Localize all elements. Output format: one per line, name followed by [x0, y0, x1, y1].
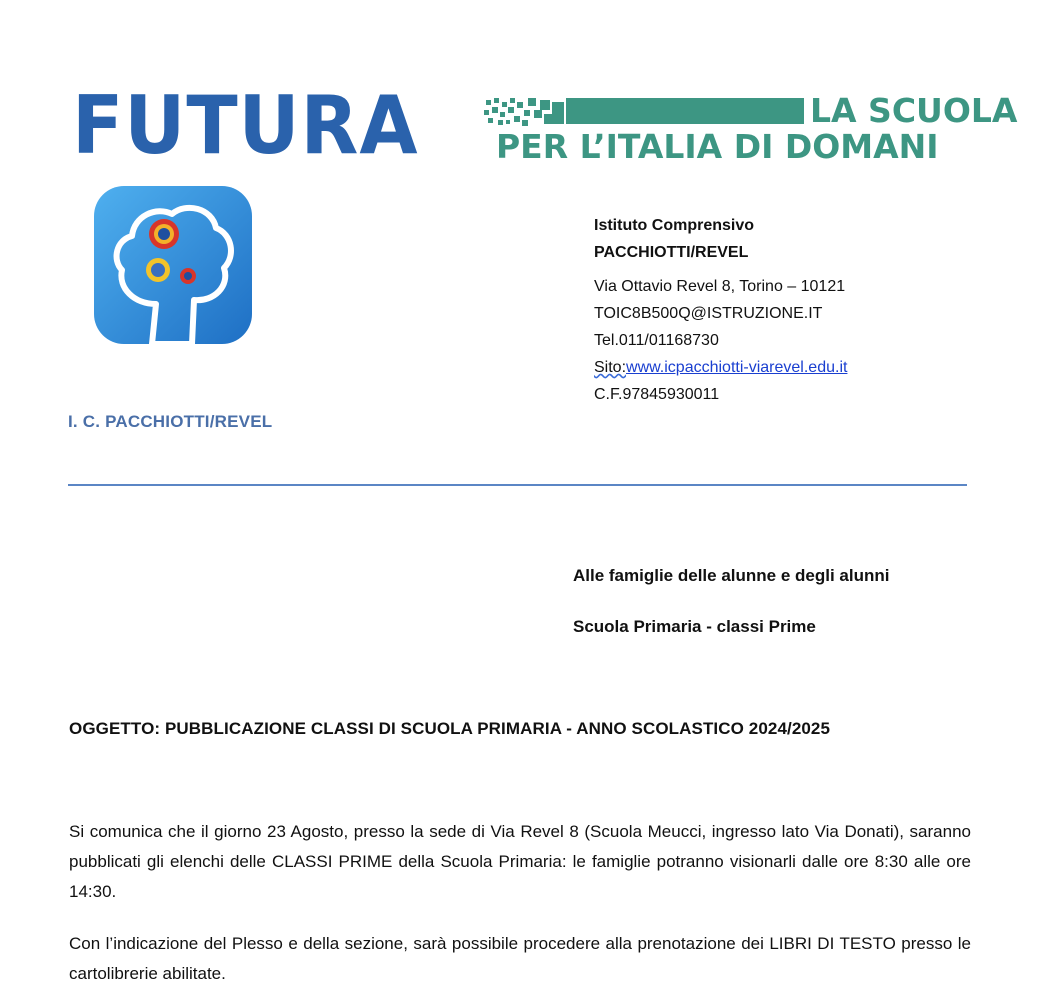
phone: Tel.011/01168730: [594, 332, 719, 349]
contact-block: [594, 212, 847, 408]
tagline-line2: PER L’ITALIA DI DOMANI: [496, 127, 939, 166]
institute-name: PACCHIOTTI/REVEL: [594, 244, 749, 261]
email: TOIC8B500Q@ISTRUZIONE.IT: [594, 305, 823, 322]
body-paragraph: Si comunica che il giorno 23 Agosto, presso la sede di Via Revel 8 (Scuola Meucci, ingresso lato Via Donati), saranno pubblicati gli elenchi delle CLASSI PRIME della Scuola Primaria: le famiglie potranno visionarli dalle ore 8:30 alle ore 14:30.: [69, 822, 971, 901]
futura-wordmark: FUTURA: [72, 79, 419, 172]
institute-type: Istituto Comprensivo: [594, 217, 755, 234]
header-divider: [68, 484, 967, 486]
addressee-school: Scuola Primaria - classi Prime: [573, 617, 816, 636]
futura-banner: [72, 79, 1018, 172]
website-line: [594, 354, 847, 381]
addressee-families: Alle famiglie delle alunne e degli alunni: [573, 566, 890, 585]
tree-logo-icon: [94, 186, 252, 344]
tax-code: C.F.97845930011: [594, 386, 720, 403]
letter-subject: OGGETTO: PUBBLICAZIONE CLASSI DI SCUOLA PRIMARIA - ANNO SCOLASTICO 2024/2025: [69, 719, 831, 738]
tagline-line1: LA SCUOLA: [810, 91, 1018, 130]
tagline-bar: [566, 98, 804, 124]
website-link[interactable]: www.icpacchiotti-viarevel.edu.it: [626, 359, 848, 376]
address: Via Ottavio Revel 8, Torino – 10121: [594, 278, 846, 295]
pixel-mosaic-icon: [484, 98, 564, 128]
body-paragraph: Con l’indicazione del Plesso e della sezione, sarà possibile procedere alla prenotazione dei LIBRI DI TESTO presso le cartolibrerie abilitate.: [69, 934, 971, 983]
website-label: Sito:: [594, 359, 627, 376]
futura-tagline: [484, 91, 1018, 168]
school-short-name: I. C. PACCHIOTTI/REVEL: [68, 412, 273, 431]
